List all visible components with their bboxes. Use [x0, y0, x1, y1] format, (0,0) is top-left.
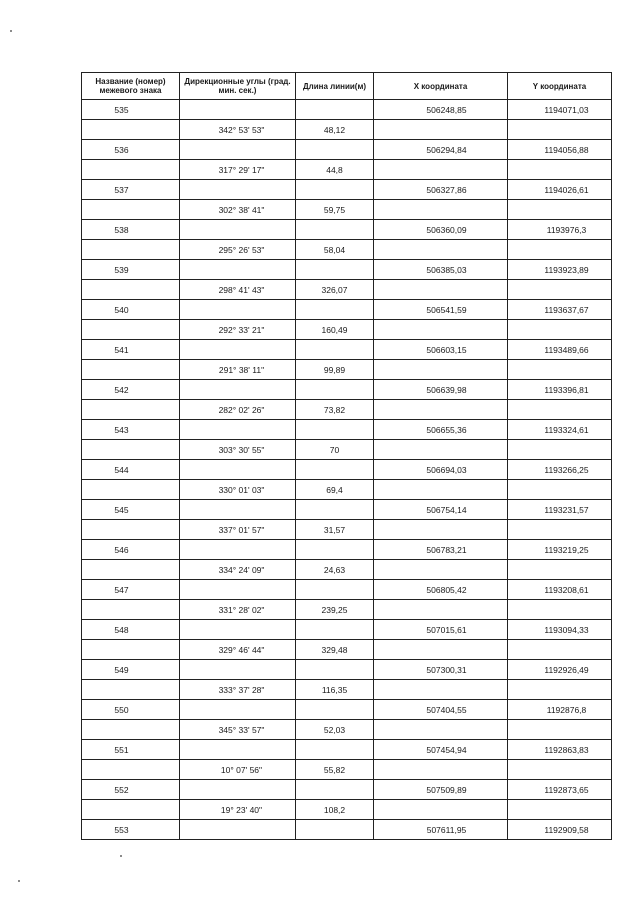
y-coordinate: 1192863,83 [508, 740, 612, 760]
empty-cell [180, 180, 296, 200]
direction-angle: 19° 23' 40" [180, 800, 296, 820]
segment-row [82, 680, 612, 700]
empty-cell [508, 560, 612, 580]
x-coordinate: 506541,59 [374, 300, 508, 320]
empty-cell [296, 820, 374, 840]
segment-row [82, 800, 612, 820]
empty-cell [82, 240, 180, 260]
x-coordinate: 507454,94 [374, 740, 508, 760]
sign-number: 542 [82, 380, 180, 400]
segment-row [82, 120, 612, 140]
empty-cell [508, 480, 612, 500]
empty-cell [82, 480, 180, 500]
empty-cell [296, 220, 374, 240]
sign-number: 549 [82, 660, 180, 680]
direction-angle: 10° 07' 56" [180, 760, 296, 780]
empty-cell [508, 640, 612, 660]
y-coordinate: 1193266,25 [508, 460, 612, 480]
empty-cell [180, 500, 296, 520]
direction-angle: 329° 46' 44" [180, 640, 296, 660]
empty-cell [508, 600, 612, 620]
line-length: 31,57 [296, 520, 374, 540]
empty-cell [508, 120, 612, 140]
x-coordinate: 506294,84 [374, 140, 508, 160]
segment-row [82, 400, 612, 420]
empty-cell [296, 260, 374, 280]
empty-cell [374, 440, 508, 460]
x-coordinate: 506754,14 [374, 500, 508, 520]
empty-cell [374, 760, 508, 780]
empty-cell [180, 380, 296, 400]
segment-row [82, 440, 612, 460]
line-length: 73,82 [296, 400, 374, 420]
line-length: 58,04 [296, 240, 374, 260]
point-row [82, 300, 612, 320]
empty-cell [374, 160, 508, 180]
empty-cell [180, 660, 296, 680]
header-direction-angle: Дирекционные углы (град. мин. сек.) [180, 73, 296, 100]
empty-cell [374, 240, 508, 260]
empty-cell [82, 720, 180, 740]
empty-cell [296, 620, 374, 640]
point-row [82, 260, 612, 280]
empty-cell [374, 560, 508, 580]
direction-angle: 333° 37' 28" [180, 680, 296, 700]
sign-number: 540 [82, 300, 180, 320]
x-coordinate: 506327,86 [374, 180, 508, 200]
x-coordinate: 506783,21 [374, 540, 508, 560]
empty-cell [82, 520, 180, 540]
empty-cell [180, 340, 296, 360]
empty-cell [296, 780, 374, 800]
direction-angle: 334° 24' 09" [180, 560, 296, 580]
empty-cell [296, 700, 374, 720]
empty-cell [508, 360, 612, 380]
line-length: 59,75 [296, 200, 374, 220]
empty-cell [180, 260, 296, 280]
boundary-coordinates-table [81, 72, 612, 840]
x-coordinate: 506603,15 [374, 340, 508, 360]
empty-cell [180, 420, 296, 440]
empty-cell [180, 580, 296, 600]
segment-row [82, 480, 612, 500]
empty-cell [374, 480, 508, 500]
empty-cell [296, 500, 374, 520]
empty-cell [180, 100, 296, 120]
direction-angle: 317° 29' 17" [180, 160, 296, 180]
x-coordinate: 507015,61 [374, 620, 508, 640]
sign-number: 535 [82, 100, 180, 120]
sign-number: 552 [82, 780, 180, 800]
line-length: 326,07 [296, 280, 374, 300]
empty-cell [374, 200, 508, 220]
empty-cell [82, 560, 180, 580]
empty-cell [508, 720, 612, 740]
segment-row [82, 240, 612, 260]
empty-cell [296, 740, 374, 760]
empty-cell [508, 160, 612, 180]
header-y-coordinate: Y координата [508, 73, 612, 100]
point-row [82, 140, 612, 160]
point-row [82, 780, 612, 800]
x-coordinate: 507404,55 [374, 700, 508, 720]
empty-cell [82, 200, 180, 220]
direction-angle: 345° 33' 57" [180, 720, 296, 740]
empty-cell [374, 640, 508, 660]
x-coordinate: 507300,31 [374, 660, 508, 680]
empty-cell [180, 700, 296, 720]
point-row [82, 700, 612, 720]
empty-cell [82, 120, 180, 140]
y-coordinate: 1193976,3 [508, 220, 612, 240]
line-length: 239,25 [296, 600, 374, 620]
y-coordinate: 1193231,57 [508, 500, 612, 520]
sign-number: 539 [82, 260, 180, 280]
segment-row [82, 200, 612, 220]
sign-number: 543 [82, 420, 180, 440]
point-row [82, 220, 612, 240]
point-row [82, 380, 612, 400]
header-x-coordinate: X координата [374, 73, 508, 100]
point-row [82, 460, 612, 480]
empty-cell [296, 460, 374, 480]
y-coordinate: 1194071,03 [508, 100, 612, 120]
x-coordinate: 507611,95 [374, 820, 508, 840]
y-coordinate: 1193637,67 [508, 300, 612, 320]
empty-cell [296, 420, 374, 440]
sign-number: 537 [82, 180, 180, 200]
sign-number: 550 [82, 700, 180, 720]
empty-cell [82, 360, 180, 380]
empty-cell [82, 400, 180, 420]
y-coordinate: 1193219,25 [508, 540, 612, 560]
sign-number: 547 [82, 580, 180, 600]
empty-cell [508, 800, 612, 820]
empty-cell [82, 320, 180, 340]
empty-cell [296, 100, 374, 120]
x-coordinate: 506360,09 [374, 220, 508, 240]
empty-cell [296, 580, 374, 600]
segment-row [82, 360, 612, 380]
empty-cell [82, 640, 180, 660]
line-length: 329,48 [296, 640, 374, 660]
direction-angle: 337° 01' 57" [180, 520, 296, 540]
segment-row [82, 520, 612, 540]
header-line-length: Длина линии(м) [296, 73, 374, 100]
segment-row [82, 560, 612, 580]
segment-row [82, 640, 612, 660]
line-length: 52,03 [296, 720, 374, 740]
table-header-row [82, 73, 612, 100]
sign-number: 536 [82, 140, 180, 160]
segment-row [82, 160, 612, 180]
empty-cell [374, 280, 508, 300]
empty-cell [296, 140, 374, 160]
x-coordinate: 506385,03 [374, 260, 508, 280]
direction-angle: 298° 41' 43" [180, 280, 296, 300]
empty-cell [180, 780, 296, 800]
x-coordinate: 506805,42 [374, 580, 508, 600]
scan-speck [10, 30, 12, 32]
empty-cell [508, 280, 612, 300]
segment-row [82, 720, 612, 740]
line-length: 116,35 [296, 680, 374, 700]
line-length: 108,2 [296, 800, 374, 820]
point-row [82, 580, 612, 600]
empty-cell [374, 520, 508, 540]
point-row [82, 500, 612, 520]
direction-angle: 342° 53' 53" [180, 120, 296, 140]
y-coordinate: 1194056,88 [508, 140, 612, 160]
point-row [82, 340, 612, 360]
empty-cell [374, 360, 508, 380]
empty-cell [82, 160, 180, 180]
x-coordinate: 506694,03 [374, 460, 508, 480]
y-coordinate: 1192926,49 [508, 660, 612, 680]
empty-cell [374, 120, 508, 140]
y-coordinate: 1193094,33 [508, 620, 612, 640]
segment-row [82, 280, 612, 300]
empty-cell [180, 300, 296, 320]
empty-cell [508, 520, 612, 540]
empty-cell [508, 400, 612, 420]
y-coordinate: 1192876,8 [508, 700, 612, 720]
line-length: 44,8 [296, 160, 374, 180]
sign-number: 551 [82, 740, 180, 760]
empty-cell [180, 140, 296, 160]
y-coordinate: 1193208,61 [508, 580, 612, 600]
scan-speck [18, 880, 20, 882]
empty-cell [180, 740, 296, 760]
table-body [82, 100, 612, 840]
point-row [82, 100, 612, 120]
empty-cell [508, 680, 612, 700]
sign-number: 538 [82, 220, 180, 240]
sign-number: 553 [82, 820, 180, 840]
empty-cell [296, 380, 374, 400]
sign-number: 548 [82, 620, 180, 640]
line-length: 48,12 [296, 120, 374, 140]
point-row [82, 540, 612, 560]
empty-cell [82, 440, 180, 460]
direction-angle: 331° 28' 02" [180, 600, 296, 620]
point-row [82, 660, 612, 680]
direction-angle: 282° 02' 26" [180, 400, 296, 420]
empty-cell [82, 600, 180, 620]
empty-cell [374, 320, 508, 340]
empty-cell [374, 680, 508, 700]
point-row [82, 420, 612, 440]
x-coordinate: 506248,85 [374, 100, 508, 120]
line-length: 69,4 [296, 480, 374, 500]
empty-cell [296, 300, 374, 320]
x-coordinate: 507509,89 [374, 780, 508, 800]
y-coordinate: 1193923,89 [508, 260, 612, 280]
empty-cell [82, 680, 180, 700]
segment-row [82, 760, 612, 780]
empty-cell [82, 280, 180, 300]
point-row [82, 180, 612, 200]
y-coordinate: 1192873,65 [508, 780, 612, 800]
empty-cell [296, 660, 374, 680]
line-length: 24,63 [296, 560, 374, 580]
sign-number: 545 [82, 500, 180, 520]
sign-number: 544 [82, 460, 180, 480]
y-coordinate: 1193324,61 [508, 420, 612, 440]
direction-angle: 303° 30' 55" [180, 440, 296, 460]
direction-angle: 291° 38' 11" [180, 360, 296, 380]
empty-cell [374, 800, 508, 820]
y-coordinate: 1193396,81 [508, 380, 612, 400]
empty-cell [296, 540, 374, 560]
y-coordinate: 1193489,66 [508, 340, 612, 360]
sign-number: 541 [82, 340, 180, 360]
line-length: 70 [296, 440, 374, 460]
empty-cell [508, 240, 612, 260]
empty-cell [508, 320, 612, 340]
empty-cell [374, 600, 508, 620]
empty-cell [296, 340, 374, 360]
line-length: 160,49 [296, 320, 374, 340]
y-coordinate: 1192909,58 [508, 820, 612, 840]
empty-cell [180, 220, 296, 240]
y-coordinate: 1194026,61 [508, 180, 612, 200]
line-length: 99,89 [296, 360, 374, 380]
empty-cell [180, 820, 296, 840]
direction-angle: 302° 38' 41" [180, 200, 296, 220]
segment-row [82, 600, 612, 620]
empty-cell [180, 540, 296, 560]
empty-cell [180, 620, 296, 640]
empty-cell [374, 400, 508, 420]
empty-cell [374, 720, 508, 740]
sign-number: 546 [82, 540, 180, 560]
x-coordinate: 506639,98 [374, 380, 508, 400]
direction-angle: 292° 33' 21" [180, 320, 296, 340]
empty-cell [82, 800, 180, 820]
line-length: 55,82 [296, 760, 374, 780]
point-row [82, 820, 612, 840]
header-sign-name: Название (номер) межевого знака [82, 73, 180, 100]
direction-angle: 295° 26' 53" [180, 240, 296, 260]
empty-cell [508, 760, 612, 780]
empty-cell [82, 760, 180, 780]
empty-cell [508, 440, 612, 460]
empty-cell [296, 180, 374, 200]
empty-cell [180, 460, 296, 480]
direction-angle: 330° 01' 03" [180, 480, 296, 500]
point-row [82, 620, 612, 640]
empty-cell [508, 200, 612, 220]
segment-row [82, 320, 612, 340]
point-row [82, 740, 612, 760]
scan-speck [120, 855, 122, 857]
x-coordinate: 506655,36 [374, 420, 508, 440]
